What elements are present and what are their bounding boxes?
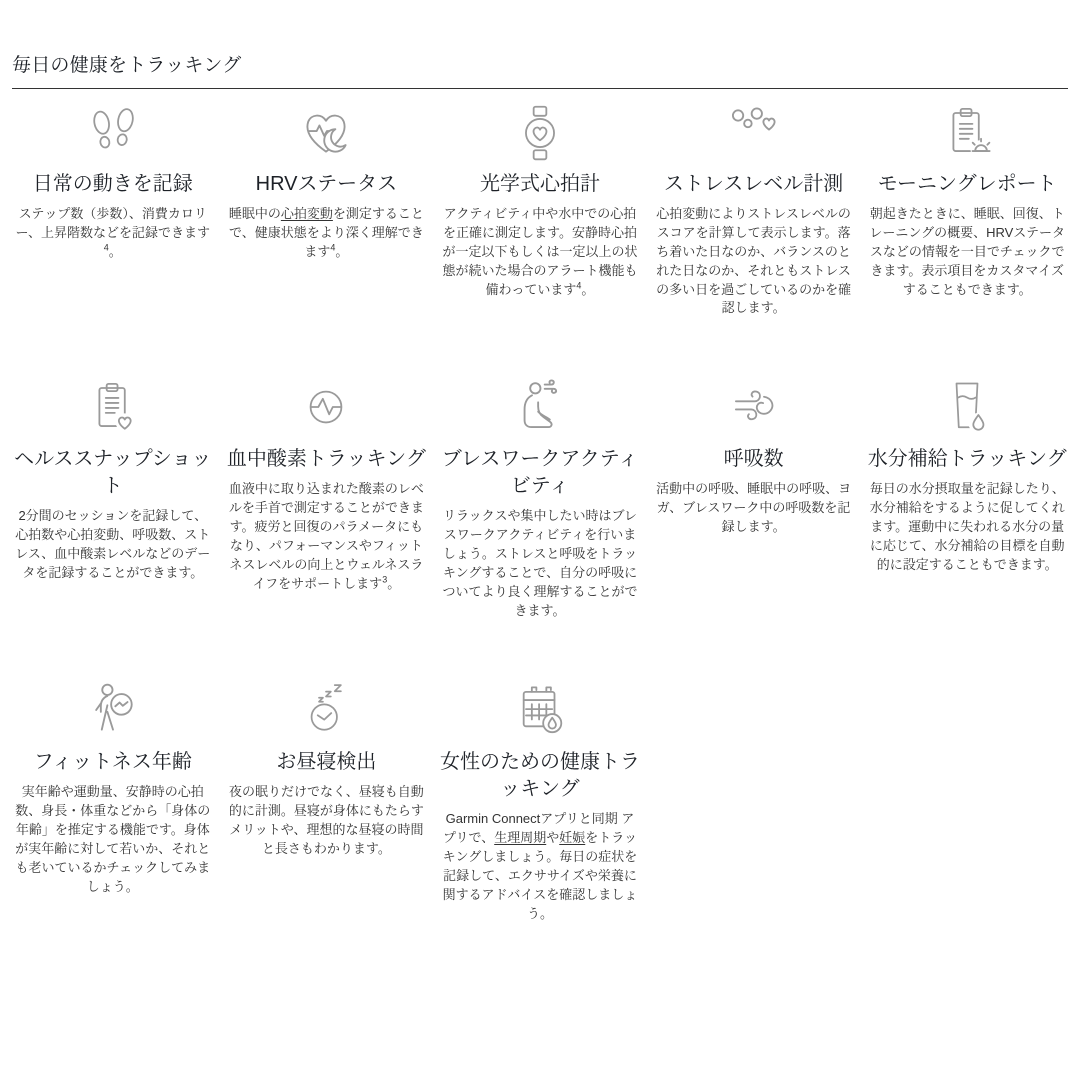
body-text-segment: をトラッキングしましょう。毎日の症状を記録して、エクササイズや栄養に関するアドバイスを確認しましょう。 <box>442 830 638 922</box>
body-text-segment: 睡眠中の <box>228 205 281 221</box>
body-text-segment: 。 <box>335 243 349 259</box>
feature-title: 女性のための健康トラッキング <box>439 751 640 801</box>
feature-card <box>866 103 1068 300</box>
feature-description <box>439 810 641 924</box>
feature-description <box>12 507 214 583</box>
feature-title: 水分補給トラッキング <box>867 448 1067 471</box>
feature-title: 光学式心拍計 <box>479 172 600 195</box>
feature-description <box>653 205 855 319</box>
feature-description <box>12 783 214 897</box>
feature-card <box>439 103 641 300</box>
footnote-marker: 4 <box>330 242 336 253</box>
body-text-segment: 。 <box>387 576 401 592</box>
feature-card <box>439 681 641 924</box>
inline-link[interactable]: 生理周期 <box>494 830 547 846</box>
feature-description <box>439 507 641 621</box>
feature-description <box>226 783 428 859</box>
feature-description <box>866 480 1068 575</box>
clipboard-heart-icon <box>84 378 142 440</box>
body-text-segment: 活動中の呼吸、睡眠中の呼吸、ヨガ、ブレスワーク中の呼吸数を記録します。 <box>656 481 852 535</box>
feature-title: モーニングレポート <box>877 172 1057 195</box>
feature-card <box>439 378 641 621</box>
body-text-segment: ステップ数（歩数）、消費カロリー、上昇階数などを記録できます <box>15 205 211 240</box>
feature-title: 呼吸数 <box>723 448 784 471</box>
feature-card <box>226 103 428 262</box>
body-text-segment: 朝起きたときに、睡眠、回復、トレーニングの概要、HRVステータスなどの情報を一目でチェックできます。表示項目をカスタマイズすることもできます。 <box>869 205 1066 297</box>
hydration-glass-icon <box>939 378 995 440</box>
feature-title: 血中酸素トラッキング <box>226 448 426 471</box>
body-text-segment: 血液中に取り込まれた酸素のレベルを手首で測定することができます。疲労と回復のパラメータにもなり、パフォーマンスやフィットネスレベルの向上とウェルネスライフをサポートします <box>228 481 424 592</box>
pulse-ox-icon <box>297 378 355 440</box>
feature-description <box>226 205 428 262</box>
watch-heart-icon <box>511 103 569 165</box>
feature-card <box>12 103 214 262</box>
footnote-marker: 3 <box>382 574 388 585</box>
section-title: 毎日の健康をトラッキング <box>12 55 242 76</box>
feature-card <box>12 378 214 583</box>
body-text-segment: 。 <box>108 243 122 259</box>
body-text-segment: 夜の眠りだけでなく、昼寝も自動的に計測。昼寝が身体にもたらすメリットや、理想的な昼寝の時間と長さもわかります。 <box>228 784 424 857</box>
body-text-segment: Garmin Connectアプリと同期 アプリで、 <box>442 811 635 846</box>
feature-description <box>653 480 855 537</box>
feature-description <box>12 205 214 262</box>
hrv-heart-moon-icon <box>296 103 356 165</box>
feature-description <box>226 480 428 594</box>
body-text-segment: 。 <box>581 281 595 297</box>
feature-title: HRVステータス <box>255 172 398 195</box>
footsteps-icon <box>84 103 142 165</box>
body-text-segment: 心拍変動によりストレスレベルのスコアを計算して表示します。落ち着いた日なのか、バランスのとれた日なのか、それともストレスの多い日を過ごしているのかを確認します。 <box>656 205 852 316</box>
feature-title: お昼寝検出 <box>276 751 377 774</box>
feature-title: ブレスワークアクティビティ <box>441 448 639 498</box>
fitness-age-icon <box>83 681 143 743</box>
feature-title: ヘルススナップショット <box>14 448 212 498</box>
body-text-segment: を測定することで、健康状態をより深く理解できます <box>229 205 424 259</box>
feature-card <box>226 681 428 859</box>
body-text-segment: アクティビティ中や水中での心拍を正確に測定します。安静時心拍が一定以下もしくは一定以上の状態が続いた場合のアラート機能も備わっています <box>442 205 638 297</box>
footnote-marker: 4 <box>103 242 109 253</box>
feature-card <box>226 378 428 594</box>
feature-card <box>12 681 214 897</box>
body-text-segment: 2分間のセッションを記録して、心拍数や心拍変動、呼吸数、ストレス、血中酸素レベルなどのデータを記録することができます。 <box>15 508 211 581</box>
feature-title: フィットネス年齢 <box>33 751 192 774</box>
body-text-segment: リラックスや集中したい時はブレスワークアクティビティを行いましょう。ストレスと呼吸をトラッキングすることで、自分の呼吸についてより良く理解することができます。 <box>442 508 638 619</box>
clipboard-sun-icon <box>938 103 996 165</box>
feature-title: ストレスレベル計測 <box>663 172 844 195</box>
womens-health-calendar-icon <box>511 681 569 743</box>
feature-description <box>439 205 641 300</box>
feature-title: 日常の動きを記録 <box>32 172 193 195</box>
stress-bubbles-heart-icon <box>724 103 784 165</box>
body-text-segment: 毎日の水分摂取量を記録したり、水分補給をするように促してくれます。運動中に失われる水分の量に応じて、水分補給の目標を自動的に設定することもできます。 <box>869 481 1065 573</box>
respiration-wind-icon <box>725 378 783 440</box>
breathwork-icon <box>510 378 570 440</box>
nap-clock-icon <box>298 681 354 743</box>
feature-card <box>866 378 1068 575</box>
body-text-segment: や <box>546 830 560 846</box>
feature-grid <box>12 103 1068 924</box>
feature-description <box>866 205 1068 300</box>
footnote-marker: 4 <box>576 280 582 291</box>
feature-card <box>653 103 855 319</box>
inline-link[interactable]: 心拍変動 <box>280 205 333 221</box>
inline-link[interactable]: 妊娠 <box>559 830 586 846</box>
feature-card <box>653 378 855 537</box>
section-header <box>12 0 1068 89</box>
body-text-segment: 実年齢や運動量、安静時の心拍数、身長・体重などから「身体の年齢」を推定する機能です。身体が実年齢に対して若いか、それとも老いているかチェックしてみましょう。 <box>15 784 211 895</box>
